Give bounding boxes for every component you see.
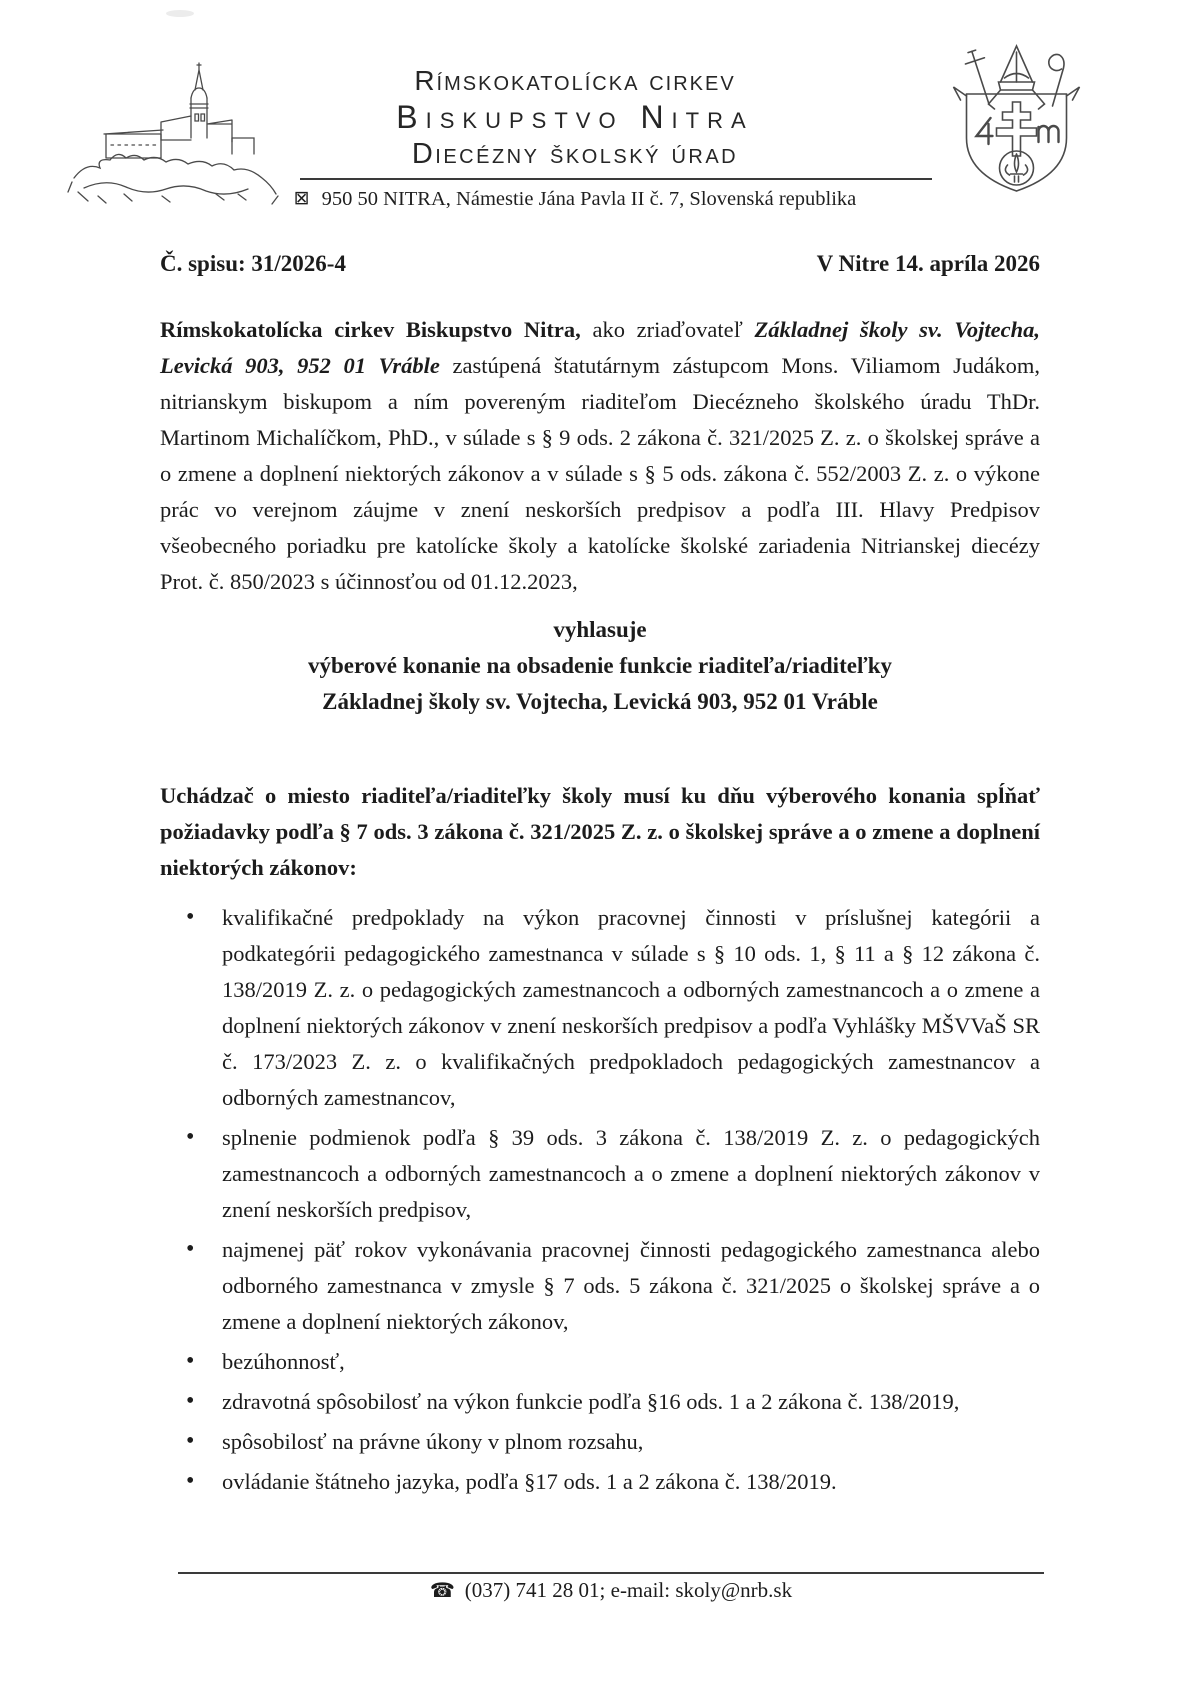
announcement-verb: vyhlasuje [553, 617, 647, 642]
intro-issuer: Rímskokatolícka cirkev Biskupstvo Nitra, [160, 317, 581, 342]
address-line [0, 188, 1150, 211]
bishop-coat-of-arms [925, 38, 1113, 206]
requirement-item: • spôsobilosť na právne úkony v plnom rozsahu, [222, 1424, 1040, 1460]
intro-school-name: Základnej školy sv. Vojtecha, Levická 903, 952 01 Vráble [160, 317, 1040, 378]
reference-row [160, 246, 1040, 282]
requirements-lead: Uchádzač o miesto riaditeľa/riaditeľky školy musí ku dňu výberového konania spĺňať požiadavky podľa § 7 ods. 3 zákona č. 321/2025 Z. z. o školskej správe a o zmene a doplnení niektorých zákonov: [160, 783, 1040, 880]
requirement-item: • kvalifikačné predpoklady na výkon pracovnej činnosti v príslušnej kategórii a podkategórii pedagogického zamestnanca v súlade s § 10 ods. 1, § 11 a § 12 zákona č. 138/2019 Z. z. o pedagogických zamestnancoch a odborných zamestnancoch a o zmene a doplnení niektorých zákonov v znení neskorších predpisov a podľa Vyhlášky MŠVVaŠ SR č. 173/2023 Z. z. o kvalifikačných predpokladoch pedagogických zamestnancov a odborných zamestnancov, [222, 900, 1040, 1116]
requirement-item: • zdravotná spôsobilosť na výkon funkcie podľa §16 ods. 1 a 2 zákona č. 138/2019, [222, 1384, 1040, 1420]
requirement-item: • najmenej päť rokov vykonávania pracovnej činnosti pedagogického zamestnanca alebo odborného zamestnanca v zmysle § 7 ods. 5 zákona č. 321/2025 o školskej správe a o zmene a doplnení niektorých zákonov, [222, 1232, 1040, 1340]
announcement [160, 612, 1040, 720]
letter-body [160, 232, 1040, 1504]
org-name-line1: Rímskokatolícka cirkev [414, 65, 736, 96]
file-number: Č. spisu: 31/2026-4 [160, 251, 346, 276]
footer [178, 1572, 1044, 1603]
requirements-list [160, 900, 1040, 1500]
requirement-item: • splnenie podmienok podľa § 39 ods. 3 zákona č. 138/2019 Z. z. o pedagogických zamestnancoch a odborných zamestnancoch a o zmene a doplnení niektorých zákonov v znení neskorších predpisov, [222, 1120, 1040, 1228]
org-name-line2: Biskupstvo Nitra [396, 99, 754, 135]
requirement-item: • bezúhonnosť, [222, 1344, 1040, 1380]
envelope-icon: ⊠ [293, 187, 310, 209]
letterhead [0, 0, 1190, 232]
address-text: 950 50 NITRA, Námestie Jána Pavla II č. 7, Slovenská republika [321, 188, 857, 210]
announcement-line1: výberové konanie na obsadenie funkcie riaditeľa/riaditeľky [307, 653, 893, 678]
intro-legal-text: zastúpená štatutárnym zástupcom Mons. Viliamom Judákom, nitrianskym biskupom a ním povereným riaditeľom Diecézneho školského úradu ThDr. Martinom Michalíčkom, PhD., v súlade s § 9 ods. 2 zákona č. 321/2025 Z. z. o školskej správe a o zmene a doplnení niektorých zákonov a v súlade s § 5 ods. zákona č. 552/2003 Z. z. o výkone prác vo verejnom záujme v znení neskorších predpisov a podľa III. Hlavy Predpisov všeobecného poriadku pre katolícke školy a katolícke školské zariadenia Nitrianskej diecézy Prot. č. 850/2023 s účinnosťou od 01.12.2023, [160, 353, 1041, 594]
intro-paragraph [160, 312, 1040, 600]
requirement-item: • ovládanie štátneho jazyka, podľa §17 ods. 1 a 2 zákona č. 138/2019. [222, 1464, 1040, 1500]
letterhead-divider [300, 178, 932, 180]
place-date: V Nitre 14. apríla 2026 [816, 251, 1040, 276]
intro-connector: ako zriaďovateľ [580, 317, 755, 342]
footer-contact: (037) 741 28 01; e-mail: skoly@nrb.sk [464, 1578, 793, 1602]
phone-icon: ☎ [429, 1578, 455, 1602]
org-name-line3: Diecézny školský úrad [411, 138, 739, 170]
announcement-line2: Základnej školy sv. Vojtecha, Levická 903, 952 01 Vráble [322, 689, 878, 714]
